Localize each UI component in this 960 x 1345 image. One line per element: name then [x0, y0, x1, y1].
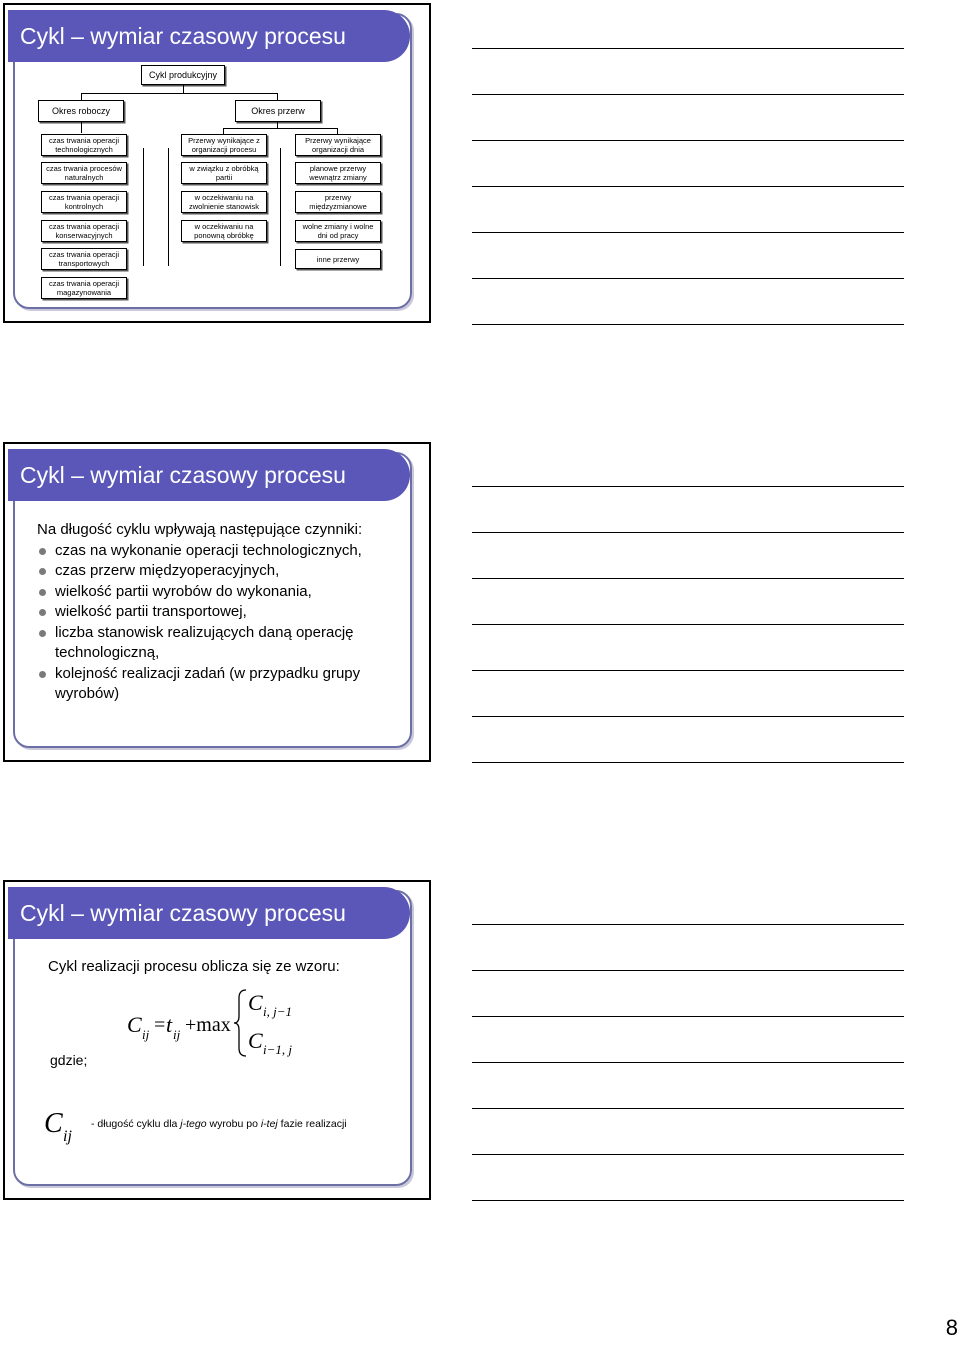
connector: [223, 128, 337, 129]
formula-bot-sub: i−1, j: [263, 1042, 292, 1057]
connector: [81, 122, 82, 133]
col1-label: czas trwania procesów naturalnych: [46, 164, 122, 182]
col2-label: w związku z obróbką partii: [189, 164, 259, 182]
col1-item: [41, 248, 127, 270]
list-item-text: wielkość partii wyrobów do wykonania,: [55, 582, 312, 600]
list-item-text: czas na wykonanie operacji technologicznych,: [55, 541, 362, 559]
note-line: [472, 1154, 904, 1155]
col2-item: [181, 191, 267, 213]
factor-list: [37, 541, 407, 705]
okres-roboczy-label: Okres roboczy: [51, 105, 111, 116]
def-text-part: wyrobu po: [206, 1118, 261, 1130]
col1-item: [41, 162, 127, 184]
col1-label: czas trwania operacji transportowych: [48, 250, 120, 268]
col1-label: czas trwania operacji konserwacyjnych: [48, 222, 120, 240]
note-line: [472, 924, 904, 925]
formula-equals: =: [154, 1014, 166, 1036]
list-item-text: wielkość partii transportowej,: [55, 603, 247, 620]
note-line: [472, 1062, 904, 1063]
note-line: [472, 186, 904, 187]
formula-lhs-C: C: [127, 1012, 142, 1037]
list-item: [37, 541, 407, 562]
connector: [81, 93, 277, 94]
bullet-icon: [39, 609, 46, 616]
note-line: [472, 324, 904, 325]
def-symbol-C: C: [44, 1108, 63, 1139]
list-item: [37, 664, 407, 705]
slide-1: [3, 3, 431, 323]
note-line: [472, 94, 904, 95]
list-item-text: kolejność realizacji zadań (w przypadku grupy wyrobów): [55, 664, 361, 702]
col1-item: [41, 134, 127, 156]
bullet-icon: [39, 671, 46, 678]
col1-item: [41, 191, 127, 213]
def-text-part: - długość cyklu dla: [91, 1118, 181, 1130]
bullet-icon: [39, 568, 46, 575]
slide-2: [3, 442, 431, 762]
col2-label: w oczekiwaniu na zwolnienie stanowisk: [188, 193, 260, 211]
col1-item: [41, 220, 127, 242]
note-line: [472, 1108, 904, 1109]
formula-top-sub: i, j−1: [263, 1004, 292, 1019]
okres-przerw-box: [235, 100, 321, 122]
def-text-part: j-tego: [180, 1118, 207, 1130]
bracket: [168, 148, 169, 266]
col3-label: planowe przerwy wewnątrz zmiany: [309, 164, 367, 182]
col2-label: Przerwy wynikające z organizacji procesu: [188, 136, 260, 154]
def-text: [91, 1118, 347, 1130]
col3-item: [295, 191, 381, 213]
connector: [183, 85, 184, 93]
bullet-icon: [39, 630, 46, 637]
slide-body: [37, 520, 407, 705]
bullet-icon: [39, 548, 46, 555]
col3-label: inne przerwy: [316, 254, 360, 264]
list-item-text: liczba stanowisk realizujących daną operację technologiczną,: [55, 623, 354, 661]
list-item: [37, 623, 407, 664]
col2-item: [181, 134, 267, 156]
okres-przerw-label: Okres przerw: [251, 105, 305, 116]
def-symbol-sub: ij: [63, 1128, 72, 1145]
note-line: [472, 278, 904, 279]
col2-item: [181, 220, 267, 242]
note-line: [472, 232, 904, 233]
col1-label: czas trwania operacji kontrolnych: [48, 193, 120, 211]
bracket: [280, 148, 281, 266]
note-line: [472, 670, 904, 671]
col1-label: czas trwania operacji magazynowania: [48, 279, 120, 297]
note-line: [472, 624, 904, 625]
list-item: [37, 561, 407, 582]
formula-t: t: [166, 1012, 173, 1037]
gdzie-label: gdzie;: [50, 1052, 88, 1068]
def-text-part: i-tej: [260, 1118, 278, 1130]
slide-3: [3, 880, 431, 1200]
col1-label: czas trwania operacji technologicznych: [48, 136, 120, 154]
note-line: [472, 1200, 904, 1201]
note-line: [472, 48, 904, 49]
note-line: [472, 532, 904, 533]
list-item: [37, 582, 407, 603]
note-line: [472, 716, 904, 717]
note-line: [472, 970, 904, 971]
slide-title: Cykl – wymiar czasowy procesu: [8, 449, 410, 501]
connector: [81, 93, 82, 100]
col3-label: wolne zmiany i wolne dni od pracy: [302, 222, 374, 240]
bracket: [143, 148, 144, 266]
formula-lead: Cykl realizacji procesu oblicza się ze wzoru:: [48, 958, 340, 975]
formula-top-C: C: [248, 990, 263, 1015]
root-label: Cykl produkcyjny: [148, 69, 218, 80]
list-item: [37, 602, 407, 623]
root-box: [141, 65, 225, 85]
slide-title: Cykl – wymiar czasowy procesu: [8, 887, 410, 939]
note-line: [472, 486, 904, 487]
lead-text: Na długość cyklu wpływają następujące czynniki:: [37, 521, 363, 538]
curly-brace-icon: [233, 988, 247, 1058]
page-number: 8: [945, 1315, 958, 1340]
col3-item: [295, 134, 381, 156]
formula-lhs-sub: ij: [142, 1027, 150, 1042]
list-item-text: czas przerw międzyoperacyjnych,: [55, 562, 280, 579]
col3-label: przerwy międzyzmianowe: [309, 193, 367, 211]
formula-plus-max: +max: [185, 1014, 231, 1036]
col3-item: [295, 162, 381, 184]
connector: [277, 93, 278, 100]
col2-item: [181, 162, 267, 184]
formula-t-sub: ij: [173, 1027, 181, 1042]
note-line: [472, 578, 904, 579]
col1-item: [41, 277, 127, 299]
note-line: [472, 762, 904, 763]
slide-title: Cykl – wymiar czasowy procesu: [8, 10, 410, 62]
note-line: [472, 140, 904, 141]
col3-item: [295, 249, 381, 269]
bullet-icon: [39, 589, 46, 596]
col3-item: [295, 220, 381, 242]
col3-label: Przerwy wynikające organizacji dnia: [305, 136, 371, 154]
def-text-part: fazie realizacji: [277, 1118, 347, 1130]
note-line: [472, 1016, 904, 1017]
okres-roboczy-box: [38, 100, 124, 122]
col2-label: w oczekiwaniu na ponowną obróbkę: [194, 222, 254, 240]
formula-bot-C: C: [248, 1028, 263, 1053]
